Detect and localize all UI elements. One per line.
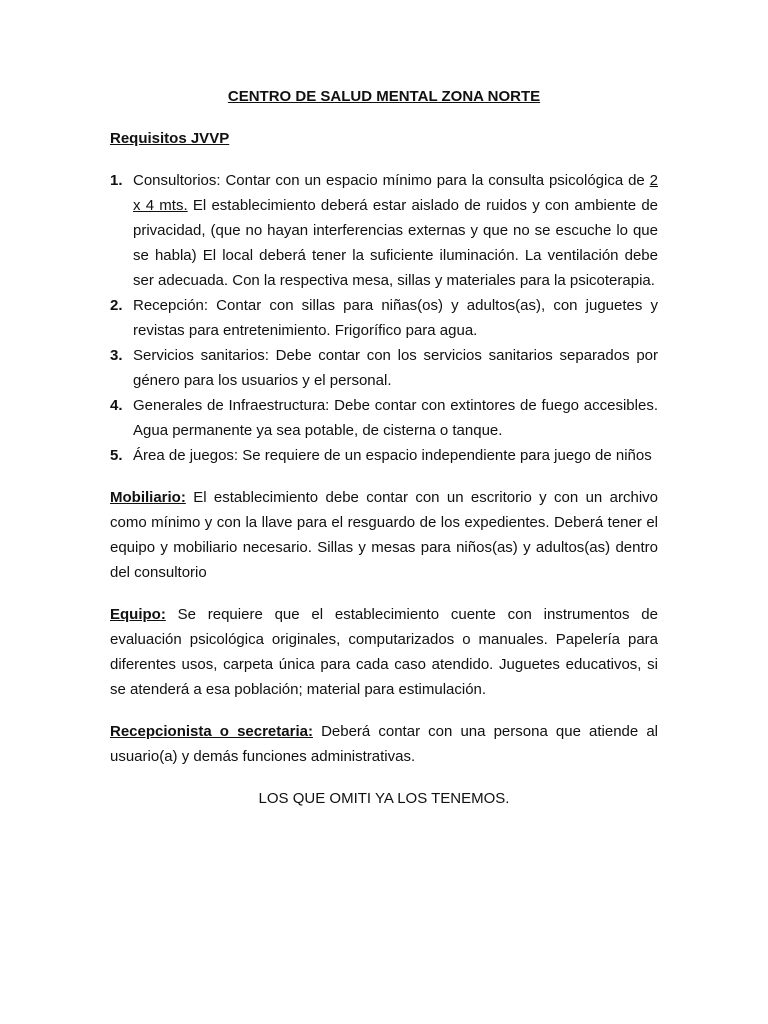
section-label: Equipo:: [110, 606, 166, 623]
document-title: CENTRO DE SALUD MENTAL ZONA NORTE: [227, 88, 541, 105]
requirement-item-1: [110, 168, 658, 293]
section-label: Recepcionista o secretaria:: [110, 723, 313, 740]
requirement-measurement: 2 x 4 mts.: [133, 172, 658, 214]
requirement-text: Generales de Infraestructura: Debe contar con extintores de fuego accesibles. Agua permanente ya sea potable, de cisterna o tanque.: [133, 397, 658, 439]
requirement-number: 3.: [110, 347, 123, 364]
closing-note: LOS QUE OMITI YA LOS TENEMOS.: [258, 790, 510, 807]
requirement-text-continued: El establecimiento deberá estar aislado de ruidos y con ambiente de privacidad, (que no hayan interferencias externas y que no se escuche lo que se habla) El local deberá tener la suficiente iluminación. La ventilación debe ser adecuada. Con la respectiva mesa, sillas y materiales para la psicoterapia.: [133, 197, 659, 289]
section-recepcionista: [110, 719, 658, 769]
requirement-item-2: [110, 293, 658, 343]
requirement-text: Recepción: Contar con sillas para niñas(os) y adultos(as), con juguetes y revistas para entretenimiento. Frigorífico para agua.: [133, 297, 658, 339]
section-text: Deberá contar con una persona que atiende al usuario(a) y demás funciones administrativas.: [110, 723, 659, 765]
section-label: Mobiliario:: [110, 489, 186, 506]
requirement-text: Consultorios: Contar con un espacio mínimo para la consulta psicológica de: [133, 172, 650, 189]
requirement-text: Área de juegos: Se requiere de un espacio independiente para juego de niños: [133, 447, 652, 464]
section-text: El establecimiento debe contar con un escritorio y con un archivo como mínimo y con la llave para el resguardo de los expedientes. Deberá tener el equipo y mobiliario necesario. Sillas y mesas para niños(as) y adultos(as) dentro del consultorio: [110, 489, 658, 581]
section-text: Se requiere que el establecimiento cuente con instrumentos de evaluación psicológica originales, computarizados o manuales. Papelería para diferentes usos, carpeta única para cada caso atendido. Juguetes educativos, si se atenderá a esa población; material para estimulación.: [110, 606, 658, 698]
requirement-item-5: [110, 443, 658, 468]
document-subtitle: Requisitos JVVP: [110, 130, 230, 147]
requirements-list: [110, 168, 658, 468]
document-page: [110, 84, 658, 811]
requirement-number: 4.: [110, 397, 123, 414]
requirement-item-3: [110, 343, 658, 393]
section-equipo: [110, 602, 658, 702]
requirement-text: Servicios sanitarios: Debe contar con los servicios sanitarios separados por género para los usuarios y el personal.: [133, 347, 658, 389]
requirement-item-4: [110, 393, 658, 443]
section-mobiliario: [110, 485, 658, 585]
requirement-number: 5.: [110, 447, 123, 464]
requirement-number: 1.: [110, 172, 123, 189]
requirement-number: 2.: [110, 297, 123, 314]
